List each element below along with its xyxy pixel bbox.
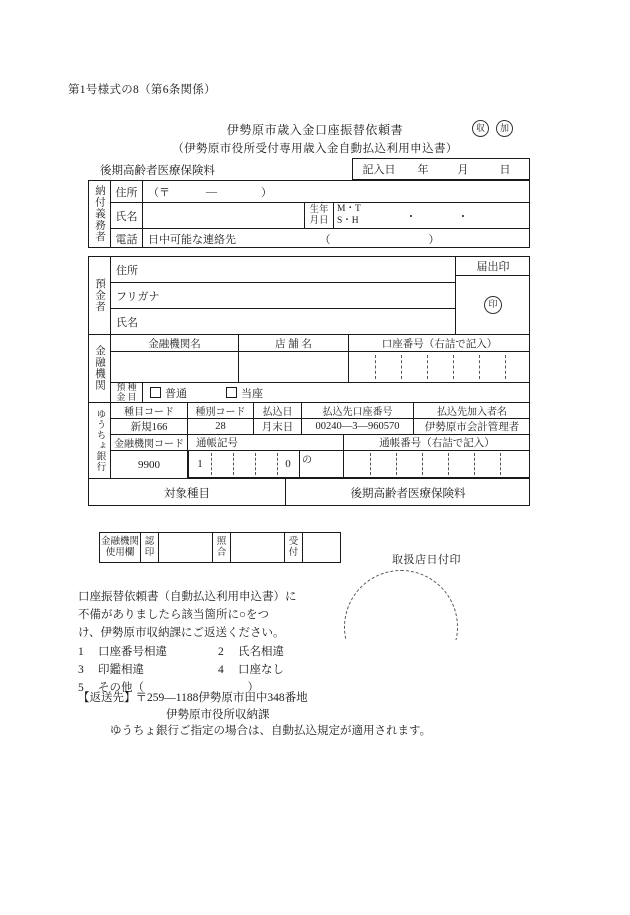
- payer-birth-label: 生年 月日: [309, 204, 329, 226]
- yucho-code-header: 金融機関コード: [114, 439, 184, 450]
- reason-row: [78, 661, 284, 679]
- payer-phone-paren-open: （: [319, 233, 331, 246]
- bank-vertical-label: 金融機関: [94, 345, 105, 391]
- yucho-header-0: 種目コード: [124, 407, 174, 418]
- passbook-symbol-last: 0: [285, 458, 291, 470]
- bank-use-col-2-field[interactable]: [303, 533, 340, 562]
- deposit-option-futsu[interactable]: 普通: [150, 383, 230, 402]
- depositor-address-label: 住所: [116, 264, 138, 277]
- depositor-furigana-label: フリガナ: [116, 290, 160, 303]
- yucho-value-1: 28: [215, 421, 226, 432]
- entry-date-label: 記入日: [362, 164, 396, 176]
- reason-num-3: 3: [78, 664, 84, 676]
- reason-row: [78, 643, 284, 661]
- passbook-symbol-input[interactable]: [189, 451, 299, 477]
- passbook-symbol-header: 通帳記号: [196, 438, 238, 449]
- payer-birth-dot-1: ・: [405, 210, 417, 223]
- bank-use-label: 金融機関 使用欄: [100, 536, 139, 558]
- payer-name-input[interactable]: [148, 203, 303, 228]
- bank-account-number-input[interactable]: [349, 352, 530, 381]
- yucho-header-3: 払込先口座番号: [322, 407, 393, 418]
- passbook-symbol-first: 1: [197, 458, 203, 470]
- bank-branch-input[interactable]: [242, 352, 346, 381]
- page-subtitle: （伊勢原市役所受付専用歳入金自動払込利用申込書）: [172, 143, 458, 155]
- deposit-option-toza[interactable]: 当座: [226, 383, 306, 402]
- reason-num-1: 1: [78, 646, 84, 658]
- payer-name-label: 氏名: [115, 210, 138, 223]
- payer-birth-dot-2: ・: [457, 210, 469, 223]
- bank-use-col-0-field[interactable]: [159, 533, 211, 562]
- payer-phone-paren-close: ）: [428, 233, 440, 246]
- reason-num-5: 5: [78, 682, 84, 694]
- yucho-header-4: 払込先加入者名: [437, 407, 507, 418]
- bank-account-number-header: 口座番号（右詰で記入）: [381, 338, 498, 350]
- target-value: 後期高齢者医療保険料: [350, 487, 466, 500]
- bank-use-col-2-label: 受付: [288, 536, 299, 558]
- notes-line-1: 不備がありましたら該当箇所に○をつ: [78, 609, 269, 621]
- passbook-number-header: 通帳番号（右詰で記入）: [379, 438, 495, 449]
- bank-use-col-1-label: 照合: [216, 536, 227, 558]
- bank-institution-input[interactable]: [114, 352, 236, 381]
- reason-num-4: 4: [218, 664, 224, 676]
- depositor-name-label: 氏名: [116, 316, 138, 329]
- return-address-block: [78, 690, 308, 724]
- passbook-number-input[interactable]: [344, 451, 530, 477]
- yucho-value-0: 新規166: [130, 422, 168, 433]
- payer-phone-hint: 日中可能な連絡先: [148, 233, 236, 246]
- entry-date-day: 日: [499, 164, 511, 176]
- page-title: 伊勢原市歳入金口座振替依頼書: [226, 123, 404, 137]
- depositor-vertical-label: 預金者: [94, 277, 105, 313]
- bank-use-col-0-label: 認印: [144, 536, 155, 558]
- postal-dash: —: [206, 185, 217, 198]
- payer-vertical-label: 納付義務者: [94, 185, 105, 243]
- yucho-header-2: 払込日: [262, 407, 293, 418]
- notes-line-2: け、伊勢原市収納課にご返送ください。: [78, 627, 285, 639]
- target-label: 対象種目: [164, 487, 210, 500]
- notes-line-0: 口座振替依頼書（自動払込利用申込書）に: [78, 591, 297, 603]
- return-address-line-1: 【返送先】〒259—1188伊勢原市田中348番地: [78, 692, 308, 704]
- bank-branch-header: 店 舗 名: [275, 338, 312, 350]
- form-number: 第1号様式の8（第6条関係）: [68, 84, 216, 96]
- ka-stamp-icon: 加: [496, 120, 513, 137]
- entry-date-year: 年: [417, 164, 429, 176]
- yucho-value-2: 月末日: [261, 422, 294, 433]
- reason-text-1[interactable]: 口座番号相違: [98, 646, 167, 658]
- checkbox-futsu-icon[interactable]: [150, 387, 161, 398]
- postal-mark-icon: 〒: [159, 186, 170, 199]
- payer-phone-label: 電話: [115, 233, 138, 246]
- payer-address-postal[interactable]: [148, 181, 528, 202]
- reason-text-5[interactable]: その他（ ）: [98, 682, 259, 694]
- yucho-value-3: 00240—3—960570: [315, 421, 400, 432]
- reasons-list: [78, 643, 284, 697]
- handling-stamp-label: 取扱店日付印: [392, 554, 461, 566]
- bank-use-col-1-field[interactable]: [231, 533, 283, 562]
- footer-note: ゆうちょ銀行ご指定の場合は、自動払込規定が適用されます。: [110, 725, 432, 737]
- yucho-vertical-label: ゆうちょ銀行: [94, 408, 105, 472]
- notes-block: [78, 588, 297, 642]
- reason-num-2: 2: [218, 646, 224, 658]
- handling-stamp-mask: [330, 640, 480, 700]
- fee-type-label: 後期高齢者医療保険料: [100, 164, 215, 177]
- yucho-value-4: 伊勢原市会計管理者: [424, 422, 520, 433]
- postal-paren-close: ）: [261, 186, 272, 199]
- yucho-code-value: 9900: [138, 458, 160, 471]
- yucho-header-1: 種別コード: [195, 407, 246, 418]
- checkbox-toza-icon[interactable]: [226, 387, 237, 398]
- entry-date-month: 月: [457, 164, 469, 176]
- seal-stamp-icon: 印: [484, 296, 502, 314]
- depositor-seal-area[interactable]: [456, 276, 530, 333]
- bank-institution-header: 金融機関名: [148, 338, 201, 350]
- reason-text-2[interactable]: 氏名相違: [238, 646, 284, 658]
- postal-paren-open: （: [148, 186, 159, 199]
- return-address-line-2: 伊勢原市役所収納課: [166, 709, 270, 721]
- reason-text-4[interactable]: 口座なし: [238, 664, 284, 676]
- deposit-type-label: 預 種 金 目: [116, 382, 137, 402]
- reason-text-3[interactable]: 印鑑相違: [98, 664, 144, 676]
- shu-stamp-icon: 収: [472, 120, 489, 137]
- payer-address-label: 住所: [115, 186, 138, 199]
- title-stamp-group: [472, 120, 513, 137]
- passbook-no-char: の: [302, 455, 312, 466]
- depositor-seal-label: 届出印: [476, 261, 510, 273]
- payer-birth-era[interactable]: M・T S・H: [337, 204, 361, 226]
